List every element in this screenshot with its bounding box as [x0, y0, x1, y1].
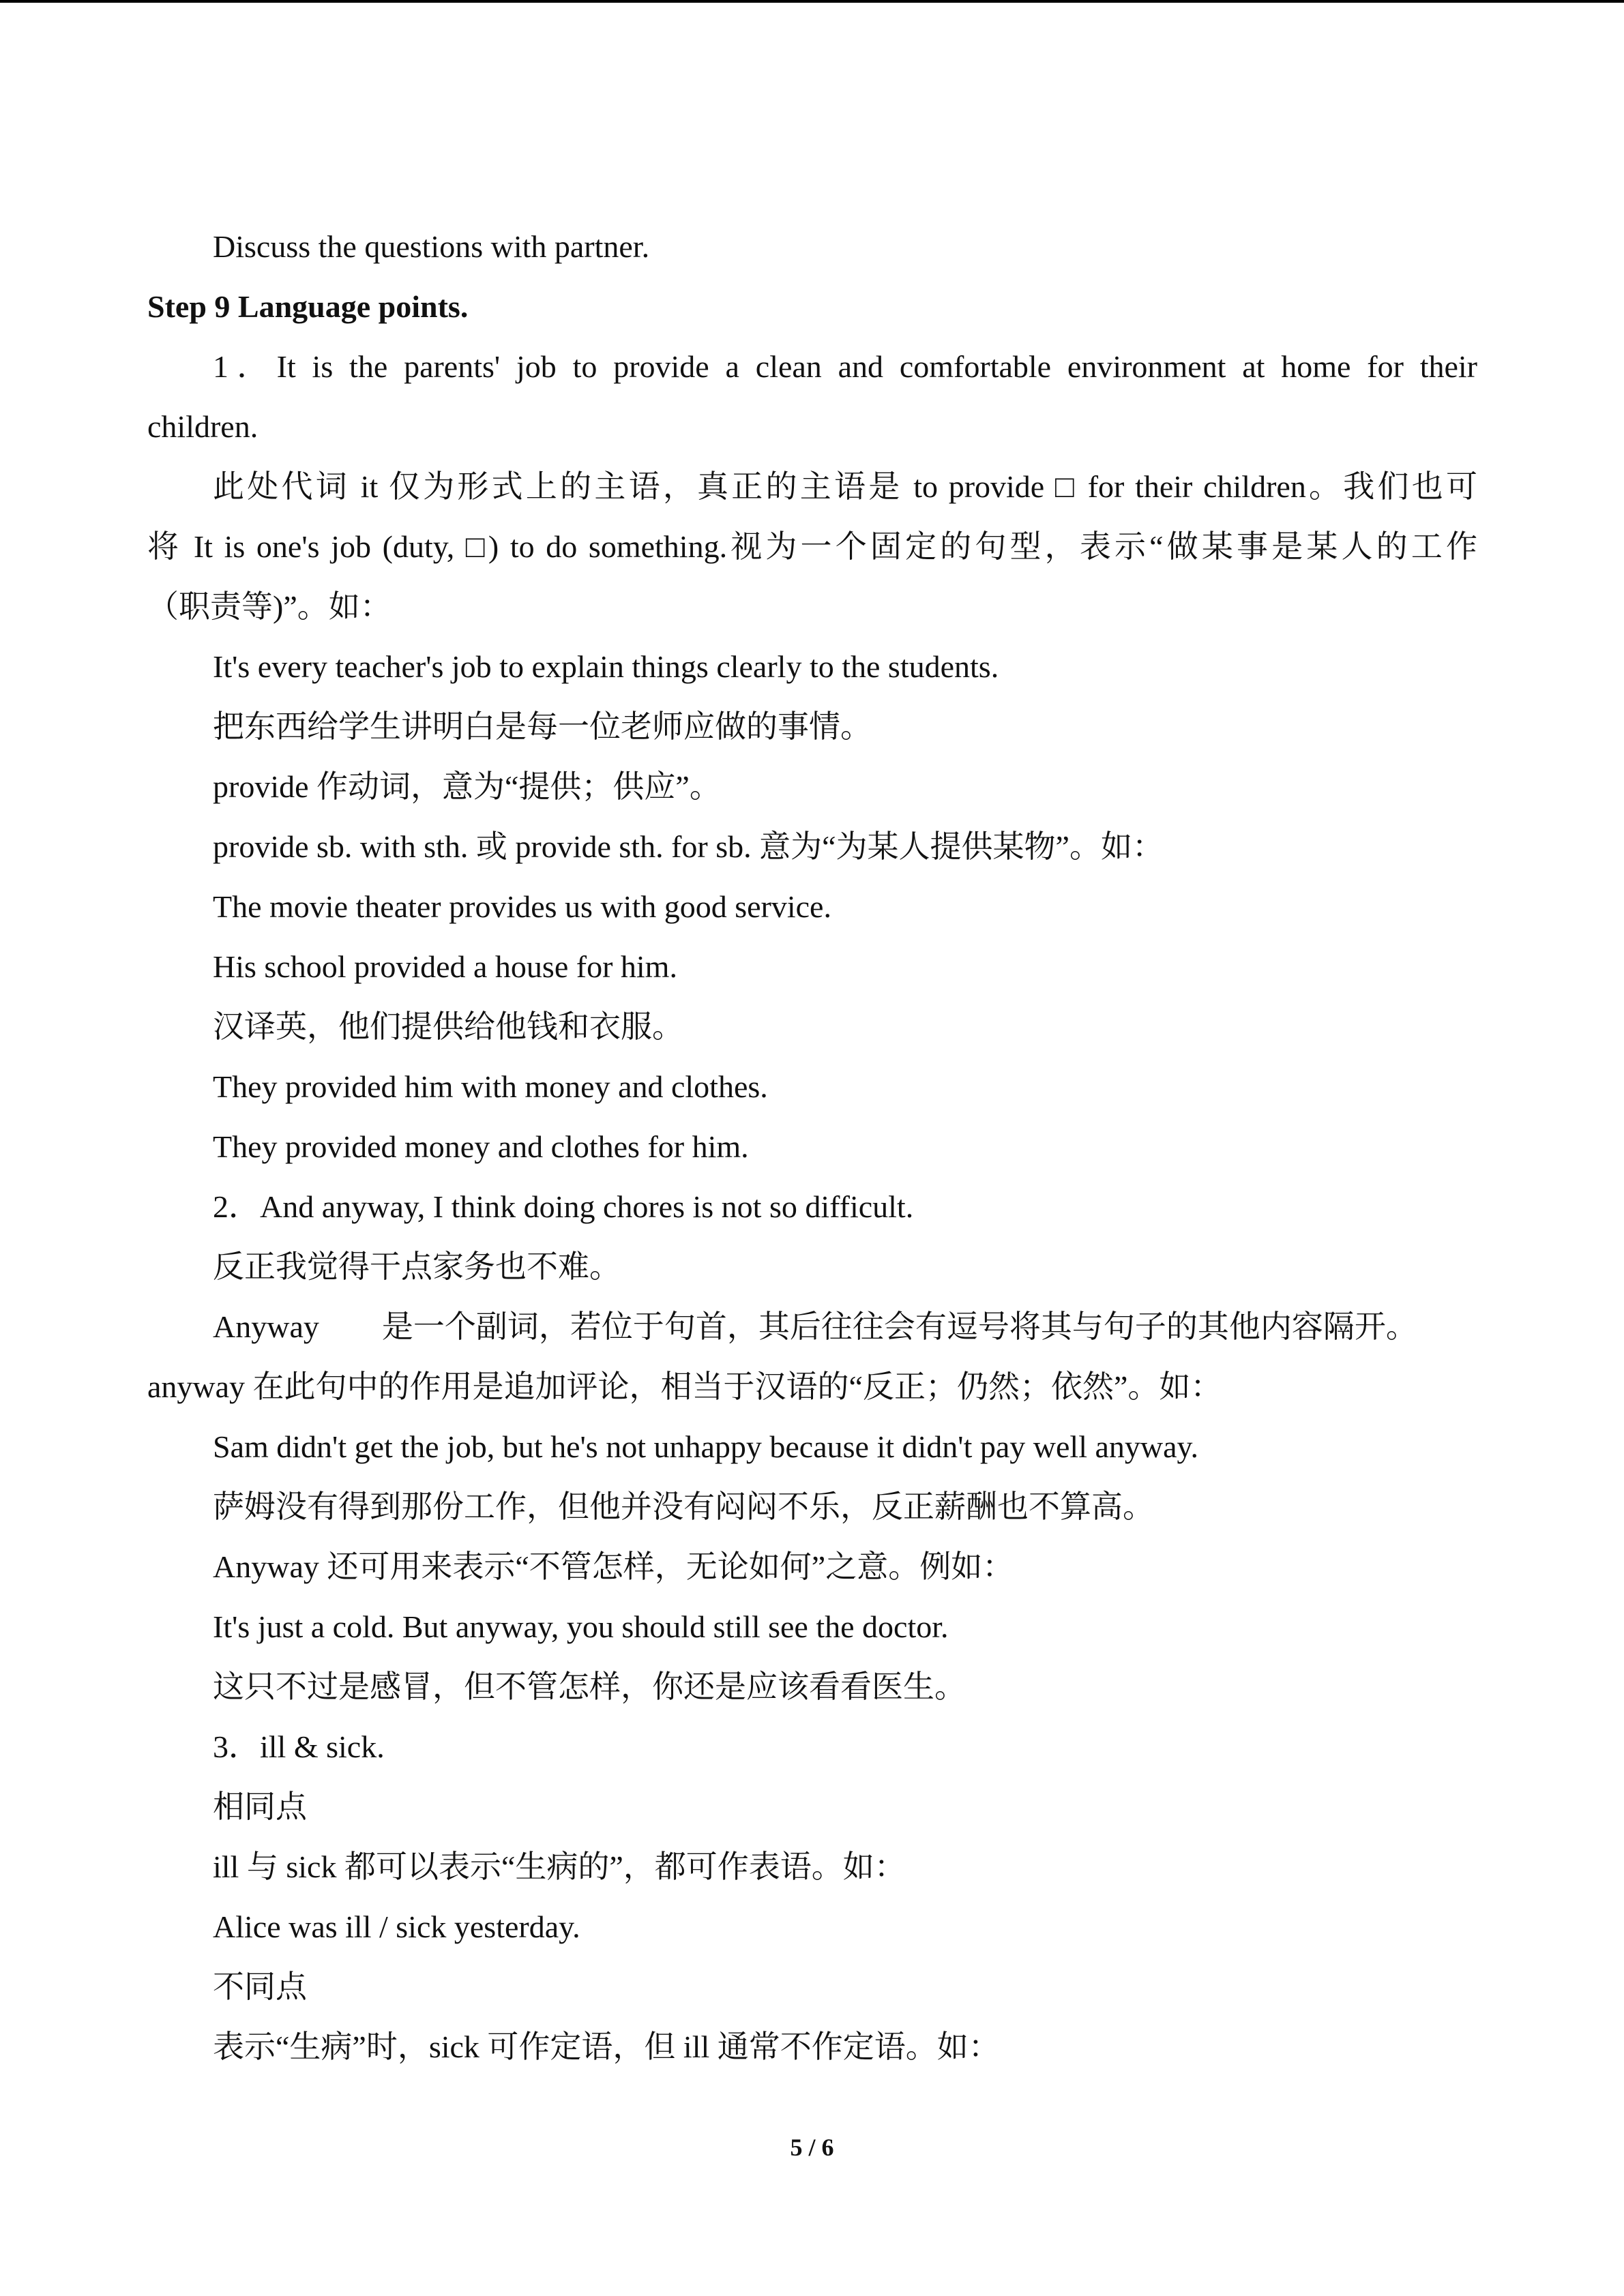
example-sentence: Alice was ill / sick yesterday.: [213, 1909, 580, 1944]
text-line: Discuss the questions with partner.: [213, 229, 650, 264]
text-line: 3．ill & sick.: [213, 1729, 385, 1764]
example-sentence: It's just a cold. But anyway, you should still see the doctor.: [213, 1609, 949, 1644]
text-line: 汉译英，他们提供给他钱和衣服。: [213, 1009, 683, 1044]
example-sentence: Sam didn't get the job, but he's not unhappy because it didn't pay well anyway.: [213, 1429, 1199, 1464]
text-line: Anyway 是一个副词，若位于句首，其后往往会有逗号将其与句子的其他内容隔开。: [213, 1309, 1417, 1344]
example-sentence: His school provided a house for him.: [213, 949, 677, 984]
example-sentence: The movie theater provides us with good service.: [213, 889, 831, 924]
text-line: 不同点: [213, 1969, 307, 2004]
top-border: [0, 0, 1624, 3]
text-line: ill 与 sick 都可以表示“生病的”，都可作表语。如：: [213, 1849, 906, 1884]
translation: 把东西给学生讲明白是每一位老师应做的事情。: [213, 709, 872, 744]
text-line: children.: [147, 409, 259, 444]
example-sentence: They provided money and clothes for him.: [213, 1129, 749, 1164]
text-line: 相同点: [213, 1789, 307, 1824]
text-line: （职责等)”。如：: [147, 589, 392, 624]
example-sentence: It's every teacher's job to explain things clearly to the students.: [213, 649, 999, 684]
translation: 反正我觉得干点家务也不难。: [213, 1249, 621, 1284]
translation: 萨姆没有得到那份工作，但他并没有闷闷不乐，反正薪酬也不算高。: [213, 1489, 1154, 1524]
translation: 这只不过是感冒，但不管怎样，你还是应该看看医生。: [213, 1669, 966, 1704]
example-sentence: They provided him with money and clothes.: [213, 1069, 768, 1104]
text-line: 1．It is the parents' job to provide a clean and comfortable environment at home for their: [213, 349, 1477, 384]
text-line: 将 It is one's job (duty, □) to do something.视为一个固定的句型，表示“做某事是某人的工作: [147, 529, 1477, 564]
text-line: provide sb. with sth. 或 provide sth. for sb. 意为“为某人提供某物”。如：: [213, 829, 1164, 864]
text-line: anyway 在此句中的作用是追加评论，相当于汉语的“反正；仍然；依然”。如：: [147, 1369, 1222, 1404]
document-body: [147, 217, 1477, 2077]
text-line: provide 作动词，意为“提供；供应”。: [213, 769, 721, 804]
text-line: Anyway 还可用来表示“不管怎样，无论如何”之意。例如：: [213, 1549, 1014, 1584]
text-line: 表示“生病”时，sick 可作定语，但 ill 通常不作定语。如：: [213, 2029, 1000, 2064]
text-line: 此处代词 it 仅为形式上的主语，真正的主语是 to provide □ for their children。我们也可: [213, 469, 1477, 504]
page-number: 5 / 6: [790, 2134, 834, 2161]
section-heading: Step 9 Language points.: [147, 289, 469, 324]
text-line: 2．And anyway, I think doing chores is not so difficult.: [213, 1189, 914, 1224]
